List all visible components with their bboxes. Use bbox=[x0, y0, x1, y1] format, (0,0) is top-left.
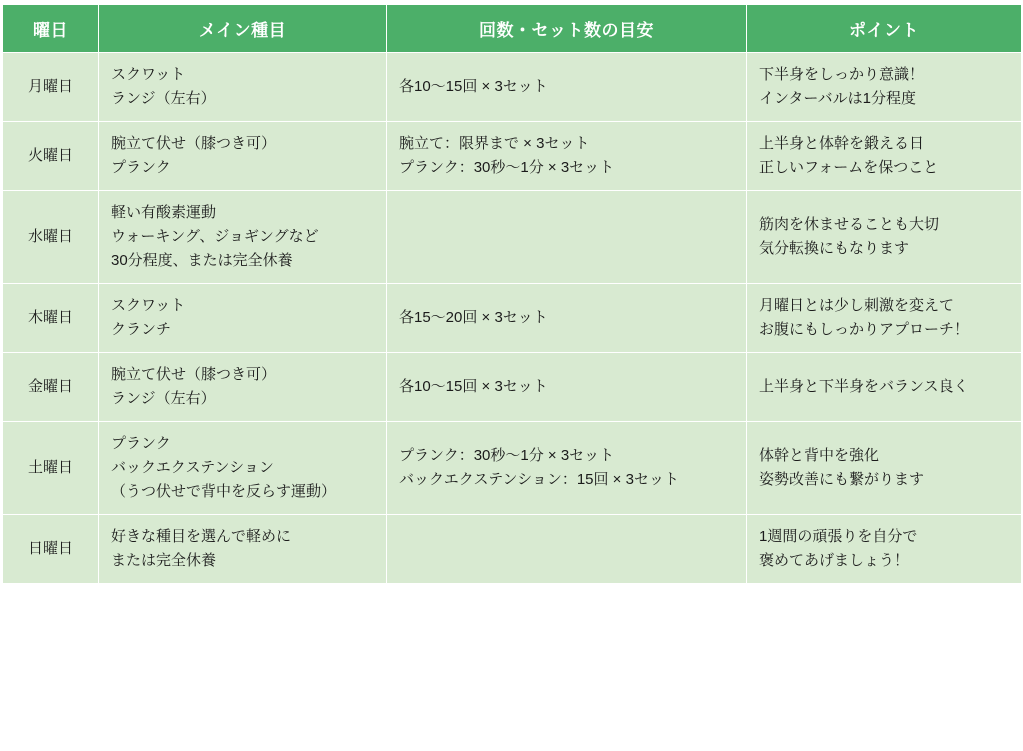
cell-line: 軽い有酸素運動 bbox=[111, 204, 217, 221]
cell-line: スクワット bbox=[111, 66, 186, 83]
cell-line: 下半身をしっかり意識！ bbox=[759, 66, 925, 83]
cell-line: インターバルは1分程度 bbox=[759, 90, 916, 107]
point-cell bbox=[747, 515, 1022, 584]
reps-sets-cell bbox=[387, 422, 747, 515]
point-cell bbox=[747, 422, 1022, 515]
cell-line: 気分転換にもなります bbox=[759, 240, 910, 257]
table-header bbox=[3, 5, 1022, 53]
main-exercise-cell bbox=[99, 284, 387, 353]
day-cell: 月曜日 bbox=[3, 53, 99, 122]
cell-line: プランク：30秒〜1分 × 3セット bbox=[399, 159, 615, 176]
cell-line: バックエクステンション bbox=[111, 459, 274, 476]
cell-line: 月曜日とは少し刺激を変えて bbox=[759, 297, 955, 314]
table-row bbox=[3, 353, 1022, 422]
day-cell: 水曜日 bbox=[3, 191, 99, 284]
cell-line: 各15〜20回 × 3セット bbox=[399, 309, 548, 326]
weekly-workout-schedule-table bbox=[2, 4, 1022, 584]
cell-line: 好きな種目を選んで軽めに bbox=[111, 528, 292, 545]
cell-line: スクワット bbox=[111, 297, 186, 314]
point-cell bbox=[747, 191, 1022, 284]
cell-line: 上半身と下半身をバランス良く bbox=[759, 378, 969, 395]
cell-line: 30分程度、または完全休養 bbox=[111, 252, 293, 269]
cell-line: 体幹と背中を強化 bbox=[759, 447, 880, 464]
reps-sets-cell bbox=[387, 191, 747, 284]
table-header-row bbox=[3, 5, 1022, 53]
cell-line: 腕立て：限界まで × 3セット bbox=[399, 135, 590, 152]
cell-line: または完全休養 bbox=[111, 552, 217, 569]
table-row bbox=[3, 515, 1022, 584]
main-exercise-cell bbox=[99, 353, 387, 422]
cell-line: 上半身と体幹を鍛える日 bbox=[759, 135, 925, 152]
point-cell bbox=[747, 353, 1022, 422]
main-exercise-cell bbox=[99, 422, 387, 515]
point-cell bbox=[747, 122, 1022, 191]
cell-line: 腕立て伏せ（膝つき可） bbox=[111, 366, 277, 383]
table-body bbox=[3, 53, 1022, 584]
cell-line: 褒めてあげましょう！ bbox=[759, 552, 910, 569]
cell-line: 各10〜15回 × 3セット bbox=[399, 78, 548, 95]
table-row bbox=[3, 191, 1022, 284]
cell-line: 正しいフォームを保つこと bbox=[759, 159, 939, 176]
cell-line: 腕立て伏せ（膝つき可） bbox=[111, 135, 277, 152]
cell-line: バックエクステンション：15回 × 3セット bbox=[399, 471, 679, 488]
cell-line: お腹にもしっかりアプローチ！ bbox=[759, 321, 970, 338]
table-row bbox=[3, 53, 1022, 122]
cell-line: プランク：30秒〜1分 × 3セット bbox=[399, 447, 615, 464]
cell-line: ランジ（左右） bbox=[111, 390, 216, 407]
day-cell: 木曜日 bbox=[3, 284, 99, 353]
main-exercise-cell bbox=[99, 122, 387, 191]
day-cell: 金曜日 bbox=[3, 353, 99, 422]
cell-line: プランク bbox=[111, 159, 171, 176]
point-cell bbox=[747, 53, 1022, 122]
cell-line: クランチ bbox=[111, 321, 172, 338]
main-exercise-cell bbox=[99, 53, 387, 122]
cell-line: （うつ伏せで背中を反らす運動） bbox=[111, 483, 337, 500]
column-header-reps-sets: 回数・セット数の目安 bbox=[387, 5, 747, 53]
main-exercise-cell bbox=[99, 191, 387, 284]
table-row bbox=[3, 284, 1022, 353]
reps-sets-cell bbox=[387, 122, 747, 191]
cell-line: ウォーキング、ジョギングなど bbox=[111, 228, 319, 245]
point-cell bbox=[747, 284, 1022, 353]
day-cell: 土曜日 bbox=[3, 422, 99, 515]
reps-sets-cell bbox=[387, 53, 747, 122]
cell-line: プランク bbox=[111, 435, 171, 452]
table-row bbox=[3, 122, 1022, 191]
cell-line: 姿勢改善にも繋がります bbox=[759, 471, 925, 488]
reps-sets-cell bbox=[387, 353, 747, 422]
cell-line: 1週間の頑張りを自分で bbox=[759, 528, 918, 545]
day-cell: 日曜日 bbox=[3, 515, 99, 584]
reps-sets-cell bbox=[387, 515, 747, 584]
day-cell: 火曜日 bbox=[3, 122, 99, 191]
main-exercise-cell bbox=[99, 515, 387, 584]
reps-sets-cell bbox=[387, 284, 747, 353]
table-row bbox=[3, 422, 1022, 515]
cell-line: ランジ（左右） bbox=[111, 90, 216, 107]
column-header-main-exercise: メイン種目 bbox=[99, 5, 387, 53]
column-header-point: ポイント bbox=[747, 5, 1022, 53]
cell-line: 筋肉を休ませることも大切 bbox=[759, 216, 940, 233]
column-header-day: 曜日 bbox=[3, 5, 99, 53]
cell-line: 各10〜15回 × 3セット bbox=[399, 378, 548, 395]
